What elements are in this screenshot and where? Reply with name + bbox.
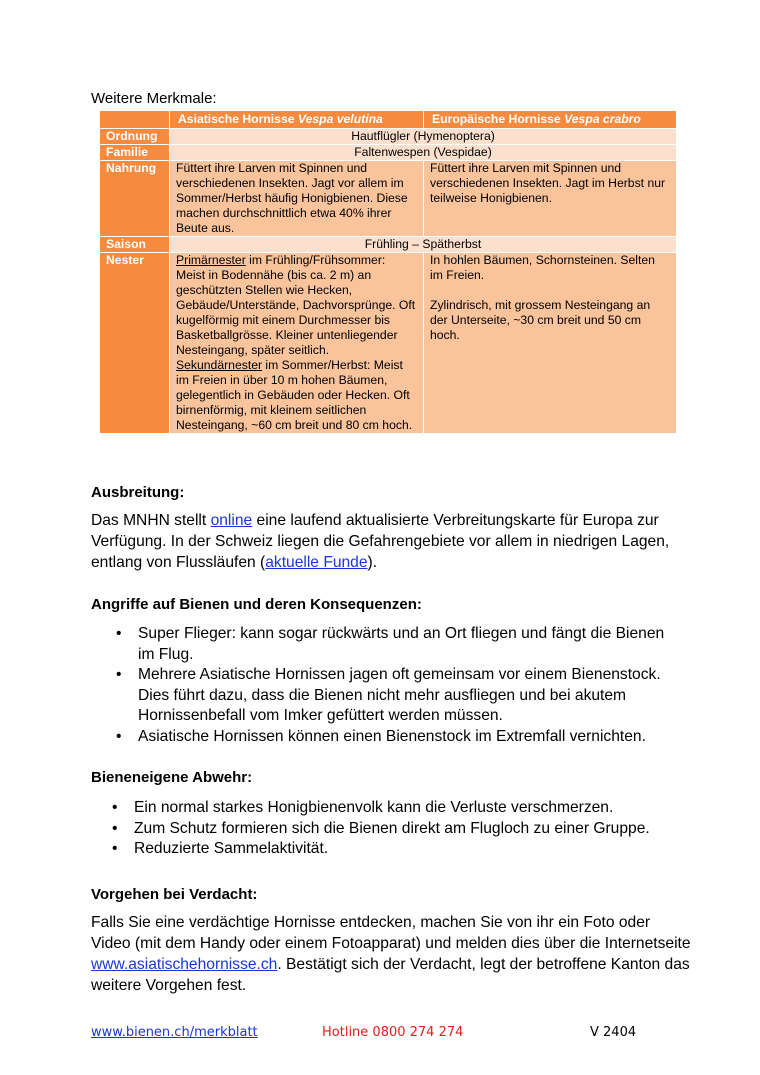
abwehr-title: Bieneneigene Abwehr: xyxy=(91,769,253,786)
header-european-hornet xyxy=(424,111,677,129)
ausbreitung-text-2: eine laufend aktualisierte Verbreitungskarte für Europa zur Verfügung. In der Schweiz liegen die Gefahrengebiete vor allem in niedrigen Lagen, entlang von Flussläufen ( xyxy=(91,512,670,571)
table-header-row xyxy=(100,111,677,129)
secondary-nest-text: im Sommer/Herbst: Meist im Freien in über 10 m hohen Bäumen, gelegentlich in Gebäuden oder Hecken. Oft birnenförmig, mit kleinem seitlichen Nesteingang, ~60 cm breit und 80 cm hoch. xyxy=(176,358,413,432)
table-row-familie xyxy=(100,145,677,161)
list-item-text: Reduzierte Sammelaktivität. xyxy=(134,840,329,857)
row-label-nahrung: Nahrung xyxy=(100,161,170,237)
list-item xyxy=(110,839,670,860)
header-asian-name: Asiatische Hornisse xyxy=(178,112,295,126)
primary-nest-text: im Frühling/Frühsommer: Meist in Bodennähe (bis ca. 2 m) an geschützten Stellen wie Hecken, Gebäude/Unterstände, Dachvorsprünge. Oft kugelförmig mit einem Durchmesser bis Basketballgrösse. Kleiner untenliegender Nesteingang, später seitlich. xyxy=(176,253,416,357)
traits-table xyxy=(99,110,677,434)
list-item-text: Asiatische Hornissen können einen Bienenstock im Extremfall vernichten. xyxy=(138,727,646,745)
table-row-nahrung xyxy=(100,161,677,237)
table-row-nester xyxy=(100,253,677,434)
verdacht-paragraph xyxy=(91,912,691,996)
row-label-familie: Familie xyxy=(100,145,170,161)
header-asian-latin: Vespa velutina xyxy=(297,112,383,126)
bullet-icon: • xyxy=(116,625,122,642)
asiatischehornisse-link[interactable]: www.asiatischehornisse.ch xyxy=(91,956,278,973)
list-item xyxy=(110,798,670,819)
verdacht-text-2: . Bestätigt sich der Verdacht, legt der betroffene Kanton das weitere Vorgehen fest. xyxy=(91,956,690,994)
list-item xyxy=(110,819,670,840)
footer-hotline: Hotline 0800 274 274 xyxy=(322,1025,464,1040)
nester-euro-location: In hohlen Bäumen, Schornsteinen. Selten im Freien. xyxy=(430,253,655,282)
verdacht-text-1: Falls Sie eine verdächtige Hornisse entdecken, machen Sie von ihr ein Foto oder Video (mit dem Handy oder einem Fotoapparat) und melden dies über die Internetseite xyxy=(91,914,691,952)
header-asian-hornet xyxy=(170,111,424,129)
nahrung-euro: Füttert ihre Larven mit Spinnen und verschiedenen Insekten. Jagt im Herbst nur teilweise Honigbienen. xyxy=(424,161,677,237)
bullet-icon: • xyxy=(116,666,122,683)
nahrung-asian: Füttert ihre Larven mit Spinnen und verschiedenen Insekten. Jagt vor allem im Sommer/Herbst häufig Honigbienen. Diese machen durchschnittlich etwa 40% ihrer Beute aus. xyxy=(170,161,424,237)
angriffe-title: Angriffe auf Bienen und deren Konsequenzen: xyxy=(91,596,422,613)
ordnung-value: Hautflügler (Hymenoptera) xyxy=(170,129,677,145)
verdacht-title: Vorgehen bei Verdacht: xyxy=(91,886,258,903)
list-item-text: Super Flieger: kann sogar rückwärts und an Ort fliegen und fängt die Bienen im Flug. xyxy=(138,625,665,663)
primary-nest-term: Primärnester xyxy=(176,253,246,267)
online-link[interactable]: online xyxy=(210,512,253,529)
nester-asian xyxy=(170,253,424,434)
ausbreitung-text-1: Das MNHN stellt xyxy=(91,512,211,529)
bullet-icon: • xyxy=(116,727,122,745)
header-euro-latin: Vespa crabro xyxy=(564,112,641,126)
list-item xyxy=(114,727,674,748)
section-heading-merkmale: Weitere Merkmale: xyxy=(91,90,217,107)
secondary-nest-term: Sekundärnester xyxy=(176,358,263,372)
footer-version: V 2404 xyxy=(590,1025,637,1040)
list-item-text: Mehrere Asiatische Hornissen jagen oft gemeinsam vor einem Bienenstock. Dies führt dazu, dass die Bienen nicht mehr ausfliegen und bei akutem Hornissenbefall vom Imker gefüttert werden müssen. xyxy=(138,666,661,724)
saison-value: Frühling – Spätherbst xyxy=(170,237,677,253)
bullet-icon: • xyxy=(112,819,118,837)
table-row-saison xyxy=(100,237,677,253)
angriffe-list xyxy=(114,624,674,747)
nester-euro-shape: Zylindrisch, mit grossem Nesteingang an der Unterseite, ~30 cm breit und 50 cm hoch. xyxy=(430,298,651,342)
bullet-icon: • xyxy=(112,799,118,816)
footer-website-link[interactable]: www.bienen.ch/merkblatt xyxy=(91,1025,258,1040)
abwehr-list xyxy=(110,798,670,860)
aktuelle-funde-link[interactable]: aktuelle Funde xyxy=(265,554,368,571)
header-blank-cell xyxy=(100,111,170,129)
ausbreitung-title: Ausbreitung: xyxy=(91,484,185,501)
ausbreitung-paragraph xyxy=(91,510,691,573)
row-label-ordnung: Ordnung xyxy=(100,129,170,145)
ausbreitung-text-3: ). xyxy=(367,554,378,571)
familie-value: Faltenwespen (Vespidae) xyxy=(170,145,677,161)
nester-euro xyxy=(424,253,677,434)
table-row-ordnung xyxy=(100,129,677,145)
row-label-nester: Nester xyxy=(100,253,170,434)
list-item-text: Zum Schutz formieren sich die Bienen direkt am Flugloch zu einer Gruppe. xyxy=(134,819,650,837)
list-item xyxy=(114,624,674,665)
row-label-saison: Saison xyxy=(100,237,170,253)
bullet-icon: • xyxy=(112,840,118,857)
list-item-text: Ein normal starkes Honigbienenvolk kann die Verluste verschmerzen. xyxy=(134,799,614,816)
header-euro-name: Europäische Hornisse xyxy=(432,112,561,126)
list-item xyxy=(114,665,674,727)
